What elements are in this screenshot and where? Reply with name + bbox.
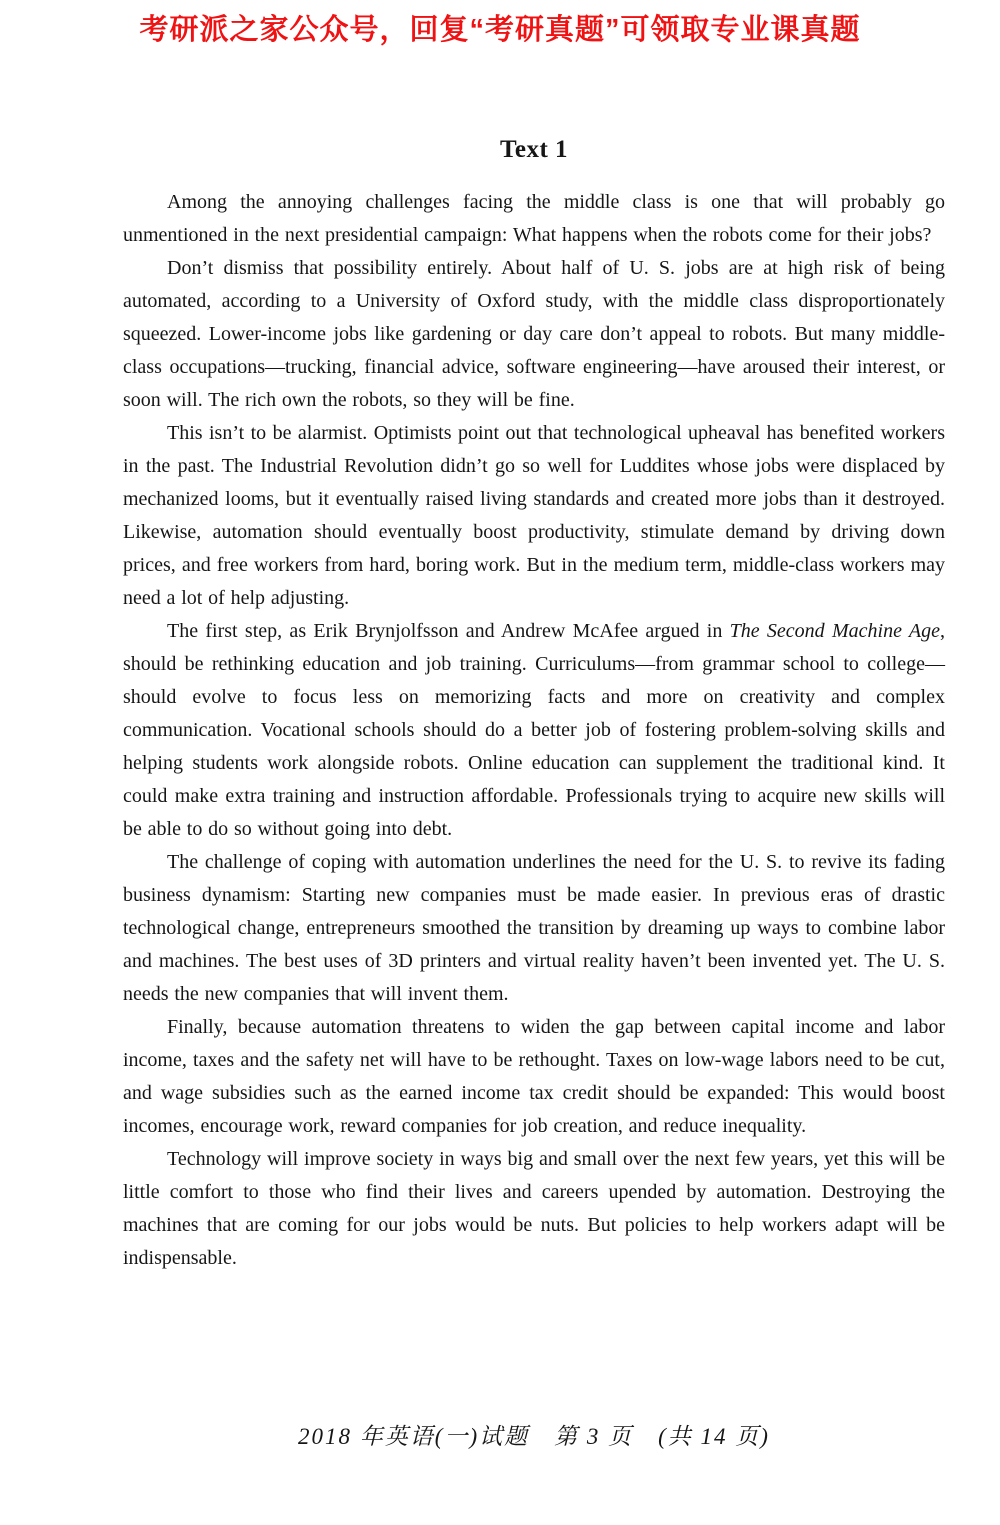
paragraph — [123, 1143, 945, 1275]
text-segment: Finally, because automation threatens to widen the gap between capital income and labor income, taxes and the safety net will have to be rethought. Taxes on low-wage labors need to be cut, and wage subsidies such as the earned income tax credit should be expanded: This would boost incomes, encourage work, reward companies for job creation, and reduce inequality. — [123, 1016, 945, 1137]
text-segment: Don’t dismiss that possibility entirely. About half of U. S. jobs are at high risk of being automated, according to a University of Oxford study, with the middle class disproportionately squeezed. Lower-income jobs like gardening or day care don’t appeal to robots. But many middle-class occupations—trucking, financial advice, software engineering—have aroused their interest, or soon will. The rich own the robots, so they will be fine. — [123, 257, 945, 411]
text-segment: This isn’t to be alarmist. Optimists point out that technological upheaval has benefited workers in the past. The Industrial Revolution didn’t go so well for Luddites whose jobs were displaced by mechanized looms, but it eventually raised living standards and created more jobs than it destroyed. Likewise, automation should eventually boost productivity, stimulate demand by driving down prices, and free workers from hard, boring work. But in the medium term, middle-class workers may need a lot of help adjusting. — [123, 422, 945, 609]
passage-title: Text 1 — [499, 136, 569, 163]
paragraph — [123, 846, 945, 1011]
page-footer: 2018 年英语(一)试题 第 3 页 (共 14 页) — [298, 1424, 770, 1449]
text-segment: Among the annoying challenges facing the middle class is one that will probably go unmentioned in the next presidential campaign: What happens when the robots come for their jobs? — [123, 191, 945, 246]
paragraph — [123, 1011, 945, 1143]
passage-body — [123, 186, 945, 1275]
paragraph — [123, 615, 945, 846]
text-segment: Technology will improve society in ways big and small over the next few years, yet this will be little comfort to those who find their lives and careers upended by automation. Destroying the machines that are coming for our jobs would be nuts. But policies to help workers adapt will be indispensable. — [123, 1148, 945, 1269]
text-segment: , should be rethinking education and job training. Curriculums—from grammar school to college—should evolve to focus less on memorizing facts and more on creativity and complex communication. Vocational schools should do a better job of fostering problem-solving skills and helping students work alongside robots. Online education can supplement the traditional kind. It could make extra training and instruction affordable. Professionals trying to acquire new skills will be able to do so without going into debt. — [123, 620, 945, 840]
paragraph — [123, 252, 945, 417]
italic-text-segment: The Second Machine Age — [729, 620, 940, 642]
text-segment: The first step, as Erik Brynjolfsson and Andrew McAfee argued in — [167, 620, 730, 642]
paragraph — [123, 417, 945, 615]
promo-banner-text: 考研派之家公众号，回复“考研真题”可领取专业课真题 — [139, 14, 861, 46]
paragraph — [123, 186, 945, 252]
text-segment: The challenge of coping with automation underlines the need for the U. S. to revive its fading business dynamism: Starting new companies must be made easier. In previous eras of drastic technological change, entrepreneurs smoothed the transition by dreaming up ways to combine labor and machines. The best uses of 3D printers and virtual reality haven’t been invented yet. The U. S. needs the new companies that will invent them. — [123, 851, 945, 1005]
